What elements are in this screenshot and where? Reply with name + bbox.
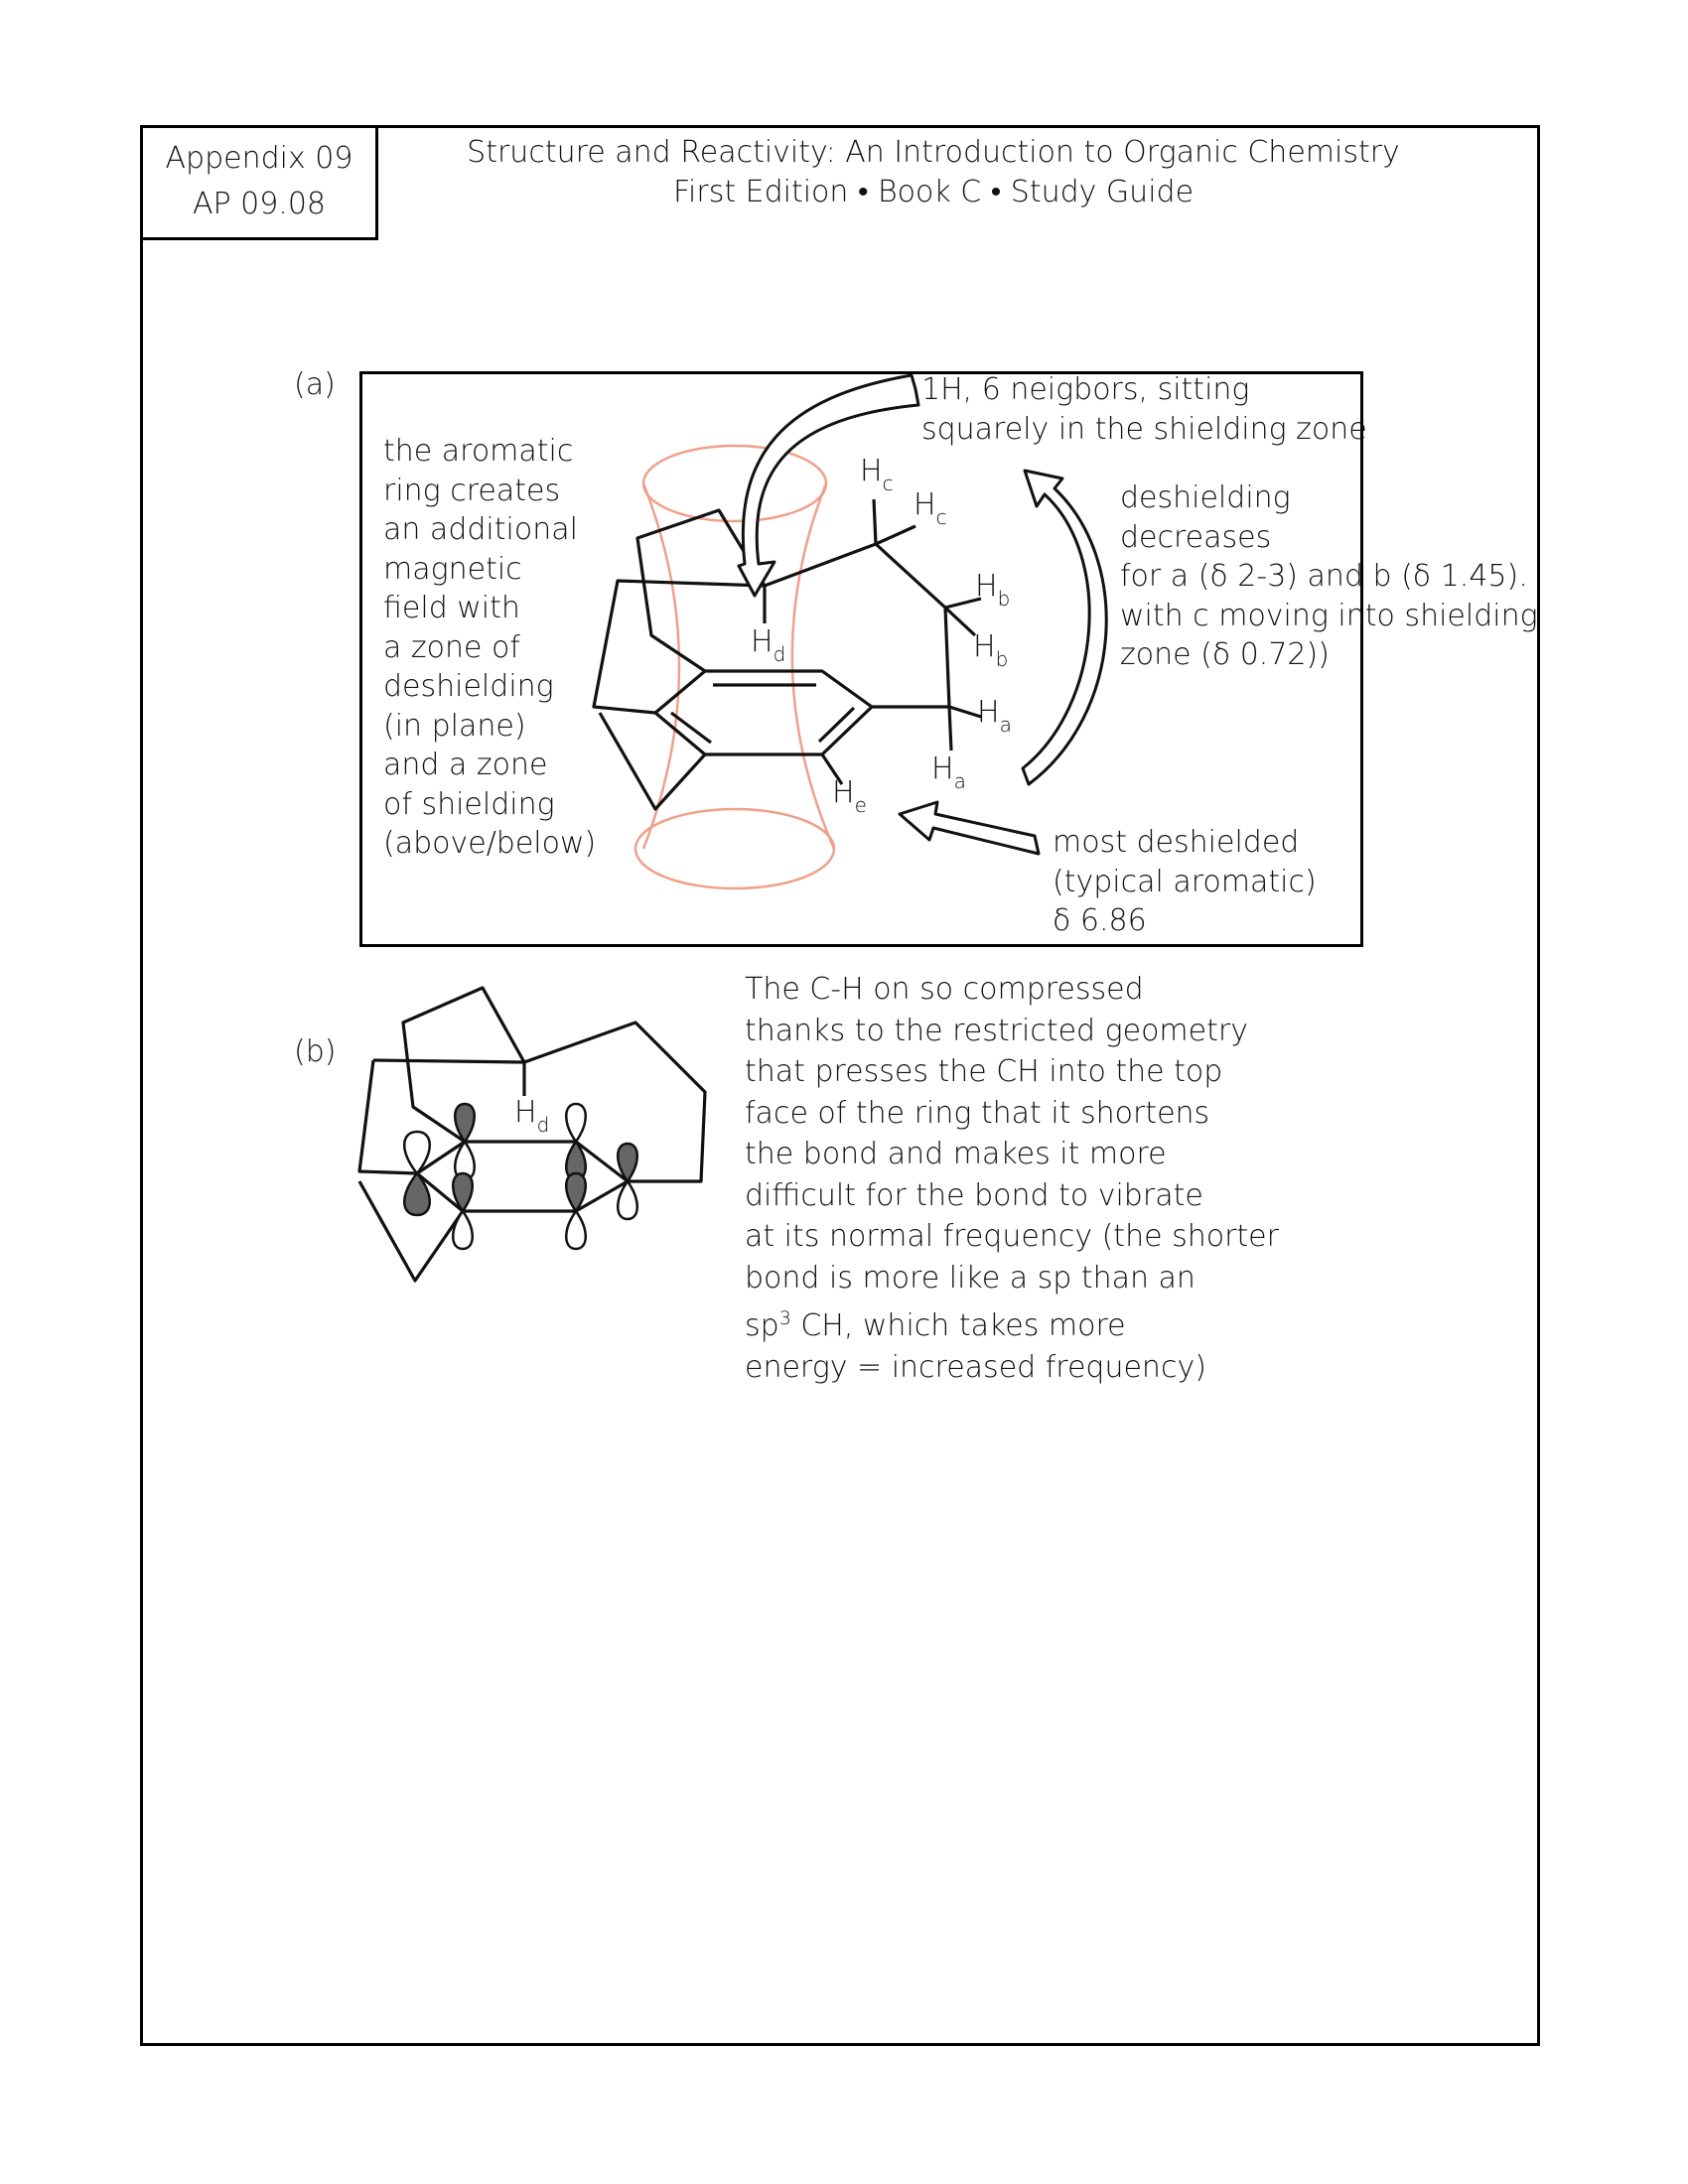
ring-note-line: field with — [383, 591, 520, 625]
ring-note-line: magnetic — [383, 551, 522, 587]
explanation-line: bond is more like a sp than an — [745, 1260, 1196, 1296]
trend-note-line: for a (δ 2-3) and b (δ 1.45). — [1120, 559, 1528, 594]
hd-note-line: squarely in the shielding zone — [921, 411, 1367, 447]
ring-note-line: an additional — [383, 512, 578, 547]
explanation-line: thanks to the restricted geometry — [745, 1013, 1248, 1048]
trend-note-line: with c moving into shielding — [1120, 598, 1538, 633]
label-b-hd: $H_d$ — [514, 1095, 550, 1137]
trend-note-line: deshielding — [1120, 480, 1291, 515]
trend-note-line: zone (δ 0.72)) — [1120, 637, 1330, 672]
explanation-line: at its normal frequency (the shorter — [745, 1219, 1279, 1254]
book-subtitle: First Edition • Book C • Study Guide — [672, 175, 1195, 209]
explanation-line: the bond and makes it more — [745, 1137, 1167, 1171]
p-orbital-lobe — [566, 1211, 586, 1249]
appendix-label: Appendix 09 — [165, 141, 353, 176]
sp3-prefix: sp — [745, 1308, 779, 1343]
book-title: Structure and Reactivity: An Introduction to Organic Chemistry — [467, 135, 1400, 170]
label-hc-top: $H_c$ — [860, 454, 894, 495]
he-note-line: most deshielded — [1053, 825, 1300, 860]
p-orbital-lobe — [566, 1104, 586, 1142]
explanation-line-sp3 — [745, 1298, 1279, 1347]
part-a-label: (a) — [294, 367, 336, 402]
p-orbital-lobe — [453, 1211, 473, 1249]
label-hd: $H_d$ — [751, 624, 786, 666]
label-hb-top: $H_b$ — [975, 569, 1011, 611]
hd-note-line: 1H, 6 neigbors, sitting — [921, 372, 1250, 407]
ring-note-line: (above/below) — [383, 826, 597, 861]
explanation-line: energy = increased frequency) — [745, 1349, 1206, 1385]
part-b-explanation — [745, 969, 1279, 1388]
sp3-superscript: 3 — [778, 1307, 791, 1329]
chain-b-bridge — [373, 1060, 524, 1062]
ring-note-line: of shielding — [383, 786, 555, 822]
sp3-rest: CH, which takes more — [790, 1308, 1126, 1343]
label-he: $H_e$ — [832, 775, 867, 817]
ring-note-line: the aromatic — [383, 434, 574, 469]
label-ha-right: $H_a$ — [977, 695, 1012, 737]
ring-note-line: ring creates — [383, 473, 561, 508]
label-hc-right: $H_c$ — [914, 487, 947, 529]
ring-note-line: (in plane) — [383, 708, 526, 744]
ring-note-line: and a zone — [383, 748, 548, 782]
ring-note-line: deshielding — [383, 669, 554, 704]
explanation-line: The C-H on so compressed — [745, 972, 1144, 1007]
chain-b-right — [524, 1023, 705, 1181]
trend-note-line: decreases — [1120, 519, 1272, 555]
label-hb-bottom: $H_b$ — [973, 629, 1009, 671]
explanation-line: that presses the CH into the top — [745, 1054, 1223, 1089]
page-code: AP 09.08 — [192, 187, 327, 221]
label-ha-bottom: $H_a$ — [931, 751, 966, 793]
explanation-line: difficult for the bond to vibrate — [745, 1177, 1203, 1213]
ring-note-line: a zone of — [383, 629, 520, 665]
benzene-ring-b — [417, 1142, 628, 1211]
he-note-line: (typical aromatic) — [1053, 864, 1317, 899]
explanation-line: face of the ring that it shortens — [745, 1095, 1210, 1131]
part-b-label: (b) — [294, 1034, 337, 1069]
he-note-line: δ 6.86 — [1053, 903, 1147, 938]
